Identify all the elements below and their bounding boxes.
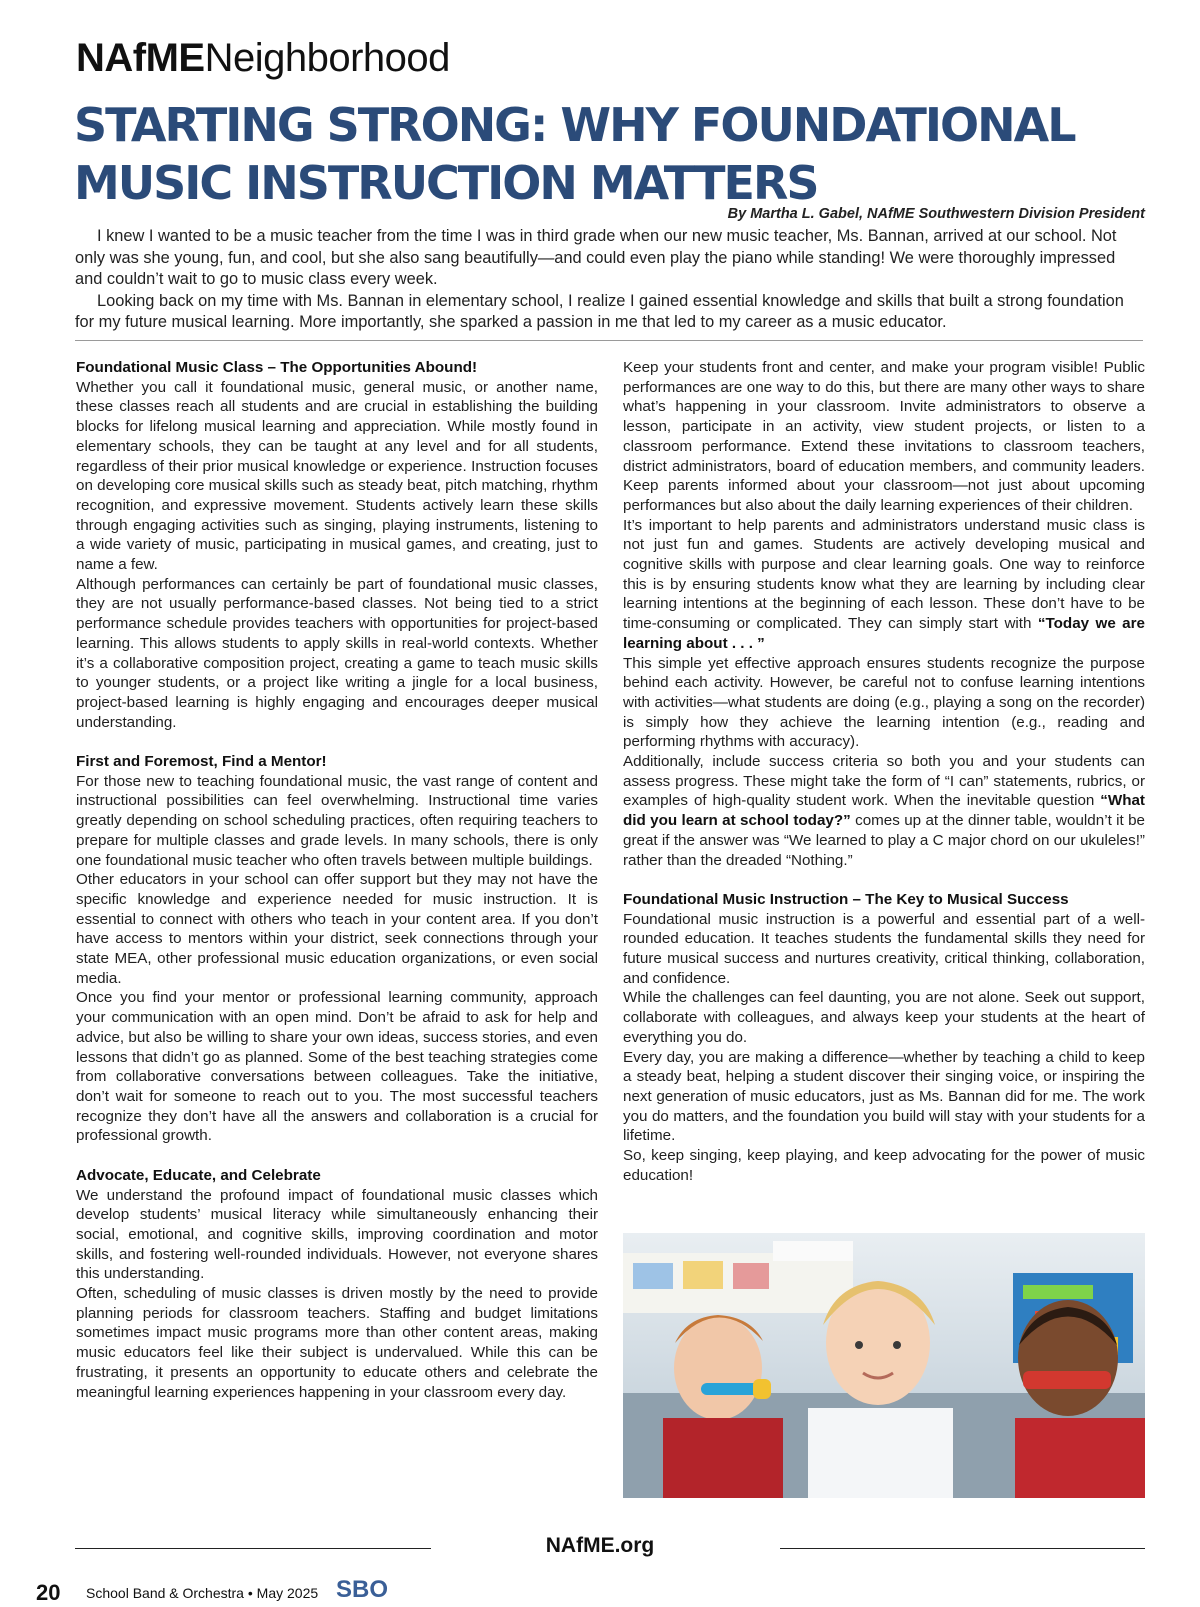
brand-bold: NAfME — [76, 36, 205, 80]
section-heading: Foundational Music Instruction – The Key to Musical Success — [623, 890, 1069, 908]
section-heading: Foundational Music Class – The Opportunities Abound! — [76, 359, 478, 376]
body-paragraph: So, keep singing, keep playing, and keep advocating for the power of music education! — [623, 1147, 1145, 1184]
intro-paragraph: I knew I wanted to be a music teacher from the time I was in third grade when our new music teacher, Ms. Bannan, arrived at our school. Not only was she young, fun, and cool, but she also sang beautifully—and could even play the piano while standing! We were thoroughly impressed and couldn’t wait to go to music class every week. — [75, 227, 1117, 288]
footer-site[interactable]: NAfME.org — [545, 1534, 655, 1557]
brand-light: Neighborhood — [204, 36, 450, 80]
headline-line-2: MUSIC INSTRUCTION MATTERS — [74, 156, 818, 210]
body-paragraph: Often, scheduling of music classes is driven mostly by the need to provide planning periods for classroom teachers. Staffing and budget limitations sometimes impact music programs more than other content areas, making music educators feel like their subject is undervalued. While this can be frustrating, it presents an opportunity to educate others and celebrate the meaningful learning experiences happening in your classroom every day. — [76, 1285, 598, 1401]
body-paragraph: While the challenges can feel daunting, you are not alone. Seek out support, collaborate with colleagues, and always keep your students at the heart of everything you do. — [623, 989, 1145, 1046]
divider — [75, 340, 1143, 341]
body-text: It’s important to help parents and administrators understand music class is not just fun and games. Students are actively developing musical and cognitive skills with purpose and clear learning goals. One way to reinforce this is by ensuring students know what they are learning by including clear learning intentions at the beginning of each lesson. These don’t have to be time-consuming or complicated. They can simply start with — [623, 516, 1145, 633]
body-text: Additionally, include success criteria so both you and your students can assess progress. These might take the form of “I can” statements, rubrics, or examples of high-quality student work. When the inevitable question — [623, 753, 1145, 810]
bold-quote: “Today we are learning about . . . ” — [623, 615, 1145, 652]
body-paragraph: Whether you call it foundational music, general music, or another name, these classes reach all students and are crucial in establishing the building blocks for lifelong musical learning and appreciation. While mostly found in elementary schools, they can be taught at any level and for all students, regardless of their prior musical knowledge or experience. Instruction focuses on developing core musical skills such as steady beat, pitch matching, rhythm recognition, and expressive movement. Students actively learn these skills through engaging activities such as singing, playing instruments, listening to a wide variety of music, participating in musical games, and creating, just to name a few. — [76, 378, 598, 574]
headline-line-1: STARTING STRONG: WHY FOUNDATIONAL — [74, 98, 1075, 152]
spacer — [76, 732, 598, 752]
body-paragraph: Foundational music instruction is a powerful and essential part of a well-rounded education. It teaches students the fundamental skills they need for future musical success and nurtures creativity, critical thinking, collaboration, and confidence. — [623, 910, 1145, 987]
left-column — [76, 358, 598, 1402]
spacer — [76, 1146, 598, 1166]
intro — [75, 226, 1143, 334]
body-paragraph: Other educators in your school can offer support but they may not have the specific knowledge and experience needed for music instruction. It is essential to connect with others who teach in your content area. If you don’t have access to mentors within your district, seek connections through your state MEA, other professional music education organizations, or even social media. — [76, 871, 598, 987]
body-paragraph: Keep your students front and center, and make your program visible! Public performances are one way to do this, but there are many other ways to share what’s happening in your classroom. Invite administrators to observe a lesson, participate in an activity, view student projects, or listen to a classroom performance. Extend these invitations to classroom teachers, district administrators, board of education members, and community leaders. Keep parents informed about your classroom—not just about upcoming performances but also about the daily learning experiences of their children. — [623, 359, 1145, 514]
body-paragraph: Once you find your mentor or professional learning community, approach your communication with an open mind. Don’t be afraid to ask for help and advice, but also be willing to share your own ideas, success stories, and even lessons that didn’t go as planned. Some of the best teaching strategies come from collaborative conversations between colleagues. Take the initiative, don’t wait for someone to reach out to you. The most successful teachers recognize they don’t have all the answers and collaboration is a crucial for professional growth. — [76, 989, 598, 1145]
page-number: 20 — [36, 1580, 61, 1605]
section-brand — [76, 34, 450, 82]
bold-quote: “What did you learn at school today?” — [623, 792, 1145, 830]
body-paragraph: This simple yet effective approach ensures students recognize the purpose behind each activity. However, be careful not to confuse learning intentions with activities—what students are doing (e.g., playing a song on the recorder) is simply how they achieve the learning intention (e.g., reading and performing rhythms with accuracy). — [623, 654, 1145, 751]
section-heading: Advocate, Educate, and Celebrate — [76, 1166, 321, 1184]
body-paragraph: Every day, you are making a difference—whether by teaching a child to keep a steady beat, helping a student discover their singing voice, or inspiring the next generation of music educators, just as Ms. Bannan did for me. The work you do matters, and the foundation you build will stay with your students for a lifetime. — [623, 1048, 1145, 1145]
sbo-logo — [336, 1576, 416, 1607]
body-paragraph: For those new to teaching foundational music, the vast range of content and instructional possibilities can feel overwhelming. Instructional time varies greatly depending on school scheduling practices, often requiring teachers to prepare for multiple classes and grade levels. In many schools, there is only one foundational music teacher who often travels between multiple buildings. — [76, 772, 598, 869]
footer-rule-right — [780, 1548, 1145, 1549]
body-paragraph: Although performances can certainly be part of foundational music classes, they are not usually performance-based classes. Not being tied to a strict performance schedule provides teachers with opportunities for project-based learning. This allows students to apply skills in real-world contexts. Whether it’s a collaborative composition project, creating a game to teach music skills to younger students, or a project like writing a jingle for a local business, project-based learning is highly engaging and encourages deeper musical understanding. — [76, 575, 598, 731]
article-headline — [74, 96, 1154, 212]
publication-info: School Band & Orchestra • May 2025 — [86, 1585, 319, 1601]
logo-text: SBO — [336, 1576, 389, 1602]
spacer — [623, 870, 1145, 890]
body-paragraph: We understand the profound impact of foundational music classes which develop students’ musical literacy while simultaneously enhancing their social, emotional, and cognitive skills, improving coordination and motor skills, and fostering well-rounded individuals. However, not everyone shares this understanding. — [76, 1186, 598, 1283]
body-paragraph — [623, 516, 1145, 654]
classroom-photo — [623, 1233, 1145, 1498]
intro-paragraph: Looking back on my time with Ms. Bannan in elementary school, I realize I gained essential knowledge and skills that built a strong foundation for my future musical learning. More importantly, she sparked a passion in me that led to my career as a music educator. — [75, 291, 1124, 331]
body-paragraph — [623, 752, 1145, 870]
body-text: comes up at the dinner table, wouldn’t it be great if the answer was “We learned to play a C major chord on our ukuleles!” rather than the dreaded “Nothing.” — [623, 812, 1146, 869]
children-playing-instruments-illustration — [623, 1233, 1145, 1498]
right-column — [623, 358, 1145, 1186]
section-heading: First and Foremost, Find a Mentor! — [76, 753, 327, 771]
byline: By Martha L. Gabel, NAfME Southwestern Division President — [727, 206, 1145, 222]
